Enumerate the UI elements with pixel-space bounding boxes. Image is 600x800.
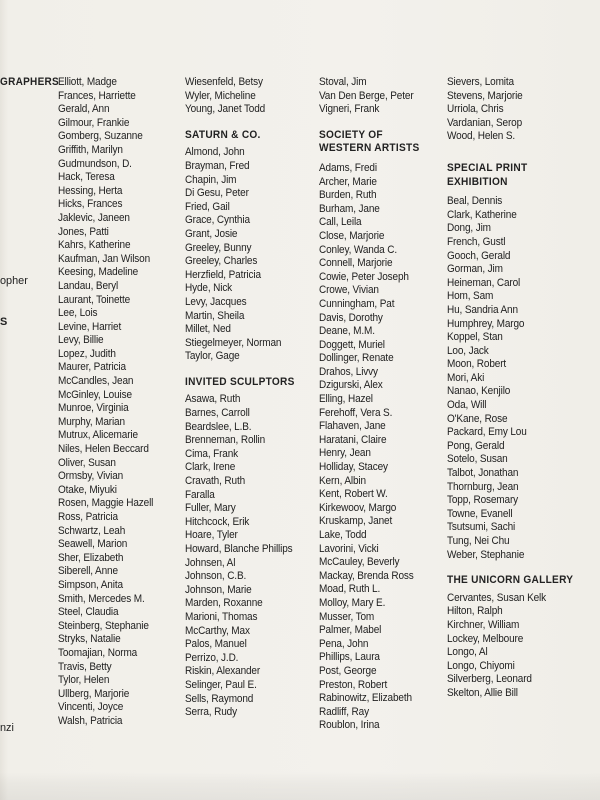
- name-entry: Gudmundson, D.: [58, 157, 132, 170]
- name-entry: Stryks, Natalie: [58, 633, 121, 646]
- name-entry: McGinley, Louise: [58, 388, 132, 401]
- name-entry: Moad, Ruth L.: [319, 583, 381, 596]
- name-entry: Frances, Harriette: [58, 89, 136, 102]
- name-entry: Mutrux, Alicemarie: [58, 429, 138, 442]
- name-entry: Hessing, Herta: [58, 184, 123, 197]
- name-entry: Taylor, Gage: [185, 350, 240, 363]
- name-entry: Dong, Jim: [447, 222, 491, 235]
- name-entry: Doggett, Muriel: [319, 338, 385, 351]
- section-heading: THE UNICORN GALLERY: [447, 574, 574, 587]
- name-entry: Hitchcock, Erik: [185, 515, 250, 528]
- name-entry: Gomberg, Suzanne: [58, 130, 143, 143]
- name-entry: Kern, Albin: [319, 474, 366, 487]
- name-entry: Simpson, Anita: [58, 578, 123, 591]
- name-entry: Burden, Ruth: [319, 189, 377, 202]
- name-entry: Towne, Evanell: [447, 507, 513, 520]
- name-entry: Kaufman, Jan Wilson: [58, 252, 151, 265]
- name-entry: Hu, Sandria Ann: [447, 303, 518, 316]
- name-entry: Travis, Betty: [58, 660, 112, 673]
- name-entry: Clark, Irene: [185, 461, 236, 474]
- name-entry: Kent, Robert W.: [319, 488, 388, 501]
- partial-fragment: nzi: [0, 722, 14, 734]
- name-entry: Kirchner, William: [447, 618, 520, 631]
- name-entry: Almond, John: [185, 146, 245, 159]
- name-entry: Beal, Dennis: [447, 195, 503, 208]
- name-entry: Roublon, Irina: [319, 719, 380, 732]
- name-entry: Ullberg, Marjorie: [58, 687, 130, 700]
- name-entry: Lockey, Melboure: [447, 632, 524, 645]
- name-entry: Kahrs, Katherine: [58, 239, 131, 252]
- name-entry: Smith, Mercedes M.: [58, 592, 145, 605]
- section-heading: SPECIAL PRINT: [447, 161, 528, 174]
- name-entry: Siberell, Anne: [58, 565, 118, 578]
- name-entry: Greeley, Bunny: [185, 241, 252, 254]
- name-entry: Clark, Katherine: [447, 208, 517, 221]
- name-entry: Herzfield, Patricia: [185, 268, 261, 281]
- name-entry: Gerald, Ann: [58, 103, 110, 116]
- section-heading: WESTERN ARTISTS: [319, 142, 420, 155]
- name-entry: Landau, Beryl: [58, 279, 119, 292]
- name-entry: Cravath, Ruth: [185, 475, 246, 488]
- name-entry: Brayman, Fred: [185, 159, 250, 172]
- name-entry: Musser, Tom: [319, 610, 375, 623]
- name-entry: Di Gesu, Peter: [185, 187, 249, 200]
- name-entry: Connell, Marjorie: [319, 257, 393, 270]
- name-entry: Munroe, Virginia: [58, 402, 129, 415]
- name-entry: Radliff, Ray: [319, 705, 369, 718]
- name-entry: Molloy, Mary E.: [319, 596, 386, 609]
- name-entry: Longo, Al: [447, 646, 488, 659]
- name-entry: Faralla: [185, 488, 215, 501]
- name-entry: Steinberg, Stephanie: [58, 619, 149, 632]
- name-entry: Hilton, Ralph: [447, 605, 503, 618]
- name-entry: Murphy, Marian: [58, 415, 125, 428]
- name-entry: Sher, Elizabeth: [58, 551, 124, 564]
- name-entry: Wyler, Micheline: [185, 89, 256, 102]
- name-entry: Sells, Raymond: [185, 692, 254, 705]
- name-entry: Longo, Chiyomi: [447, 659, 515, 672]
- name-entry: Cunningham, Pat: [319, 297, 395, 310]
- name-entry: Mori, Aki: [447, 371, 485, 384]
- name-entry: Greeley, Charles: [185, 255, 258, 268]
- name-entry: Jones, Patti: [58, 225, 109, 238]
- name-entry: Moon, Robert: [447, 358, 507, 371]
- section-heading: INVITED SCULPTORS: [185, 375, 295, 388]
- name-entry: Call, Leila: [319, 216, 362, 229]
- name-entry: Ormsby, Vivian: [58, 470, 124, 483]
- name-entry: Cima, Frank: [185, 447, 239, 460]
- name-entry: Hack, Teresa: [58, 171, 115, 184]
- name-entry: Lavorini, Vicki: [319, 542, 379, 555]
- name-entry: O'Kane, Rose: [447, 412, 508, 425]
- name-entry: Elling, Hazel: [319, 393, 373, 406]
- name-entry: McCarthy, Max: [185, 624, 250, 637]
- name-entry: Thornburg, Jean: [447, 480, 519, 493]
- name-entry: Rabinowitz, Elizabeth: [319, 692, 412, 705]
- name-entry: Conley, Wanda C.: [319, 243, 397, 256]
- name-entry: Howard, Blanche Phillips: [185, 543, 293, 555]
- name-entry: Loo, Jack: [447, 344, 489, 357]
- name-entry: Young, Janet Todd: [185, 103, 266, 116]
- name-entry: Jaklevic, Janeen: [58, 211, 130, 224]
- name-entry: McCauley, Beverly: [319, 556, 400, 569]
- name-entry: Marden, Roxanne: [185, 597, 263, 610]
- name-entry: Adams, Fredi: [319, 161, 377, 174]
- name-entry: Fried, Gail: [185, 200, 230, 213]
- name-entry: Van Den Berge, Peter: [319, 89, 414, 102]
- section-heading: SOCIETY OF: [319, 128, 383, 141]
- name-entry: Kirkewoov, Margo: [319, 501, 397, 514]
- name-entry: McCandles, Jean: [58, 375, 134, 388]
- name-entry: Cowie, Peter Joseph: [319, 270, 409, 283]
- name-entry: Koppel, Stan: [447, 331, 503, 344]
- name-entry: Laurant, Toinette: [58, 293, 131, 306]
- column-3: [319, 76, 439, 733]
- name-entry: Riskin, Alexander: [185, 665, 261, 678]
- name-entry: Wiesenfeld, Betsy: [185, 76, 263, 88]
- name-entry: Dzigurski, Alex: [319, 379, 383, 392]
- name-entry: Grant, Josie: [185, 227, 238, 240]
- name-entry: Packard, Emy Lou: [447, 426, 527, 439]
- name-entry: Selinger, Paul E.: [185, 678, 257, 691]
- name-entry: Phillips, Laura: [319, 651, 380, 664]
- name-entry: Palmer, Mabel: [319, 624, 382, 637]
- name-entry: Brenneman, Rollin: [185, 434, 266, 447]
- name-entry: Griffith, Marilyn: [58, 143, 123, 156]
- name-entry: Ferehoff, Vera S.: [319, 406, 393, 419]
- name-entry: Weber, Stephanie: [447, 548, 525, 561]
- name-entry: Close, Marjorie: [319, 229, 385, 242]
- name-entry: Johnson, C.B.: [185, 570, 247, 583]
- name-entry: Millet, Ned: [185, 323, 231, 336]
- name-entry: Sotelo, Susan: [447, 453, 508, 466]
- name-entry: Asawa, Ruth: [185, 393, 241, 406]
- name-entry: Urriola, Chris: [447, 103, 504, 116]
- name-entry: Deane, M.M.: [319, 325, 375, 338]
- column-1: [58, 76, 178, 729]
- page-fold-shadow: [0, 772, 600, 800]
- name-entry: Flahaven, Jane: [319, 420, 386, 433]
- name-entry: Kruskamp, Janet: [319, 515, 393, 528]
- name-entry: Heineman, Carol: [447, 276, 521, 289]
- partial-fragment: S: [0, 316, 8, 328]
- name-entry: Fuller, Mary: [185, 502, 236, 515]
- name-entry: Hoare, Tyler: [185, 529, 238, 542]
- name-entry: Holliday, Stacey: [319, 461, 388, 474]
- name-entry: Pong, Gerald: [447, 439, 505, 452]
- name-entry: Gooch, Gerald: [447, 249, 511, 262]
- name-entry: Schwartz, Leah: [58, 524, 126, 537]
- name-entry: Nanao, Kenjilo: [447, 385, 511, 398]
- name-entry: Johnsen, Al: [185, 556, 236, 569]
- name-entry: Tylor, Helen: [58, 674, 110, 687]
- name-entry: Levine, Harriet: [58, 320, 122, 333]
- column-2: [185, 76, 305, 720]
- name-entry: Lee, Lois: [58, 307, 98, 320]
- name-entry: Serra, Rudy: [185, 706, 237, 719]
- name-entry: Vincenti, Joyce: [58, 701, 124, 714]
- name-entry: Stiegelmeyer, Norman: [185, 336, 282, 349]
- name-entry: Tung, Nei Chu: [447, 535, 510, 547]
- name-entry: Davis, Dorothy: [319, 311, 383, 324]
- name-entry: Toomajian, Norma: [58, 646, 138, 659]
- name-entry: Vigneri, Frank: [319, 103, 380, 116]
- name-entry: Hom, Sam: [447, 290, 494, 303]
- name-entry: Levy, Jacques: [185, 295, 247, 308]
- name-entry: Otake, Miyuki: [58, 483, 117, 496]
- name-entry: Barnes, Carroll: [185, 407, 250, 420]
- section-heading: SATURN & CO.: [185, 128, 261, 141]
- name-entry: Haratani, Claire: [319, 433, 387, 446]
- name-entry: Humphrey, Margo: [447, 317, 525, 330]
- name-entry: Drahos, Livvy: [319, 365, 378, 378]
- name-entry: Hyde, Nick: [185, 282, 233, 295]
- name-entry: Topp, Rosemary: [447, 494, 519, 507]
- name-entry: Tsutsumi, Sachi: [447, 521, 516, 534]
- name-entry: Preston, Robert: [319, 678, 388, 691]
- name-entry: Johnson, Marie: [185, 583, 252, 596]
- name-entry: Marioni, Thomas: [185, 610, 258, 623]
- name-entry: Skelton, Allie Bill: [447, 686, 518, 699]
- section-heading: EXHIBITION: [447, 175, 508, 188]
- partial-heading-graphers: GRAPHERS: [0, 76, 59, 88]
- name-entry: Levy, Billie: [58, 334, 104, 347]
- name-entry: Mackay, Brenda Ross: [319, 569, 414, 582]
- name-entry: Archer, Marie: [319, 175, 377, 188]
- name-entry: Stoval, Jim: [319, 76, 367, 88]
- name-entry: Perrizo, J.D.: [185, 651, 239, 664]
- name-entry: Oda, Will: [447, 399, 487, 412]
- name-entry: Hicks, Frances: [58, 198, 123, 211]
- name-entry: Elliott, Madge: [58, 76, 117, 88]
- name-entry: Gorman, Jim: [447, 263, 503, 276]
- name-entry: Vardanian, Serop: [447, 116, 523, 129]
- name-entry: Beardslee, L.B.: [185, 420, 252, 433]
- name-entry: Dollinger, Renate: [319, 352, 394, 365]
- name-entry: Cervantes, Susan Kelk: [447, 591, 547, 604]
- name-entry: Steel, Claudia: [58, 606, 119, 619]
- name-entry: French, Gustl: [447, 235, 506, 248]
- name-entry: Crowe, Vivian: [319, 284, 379, 297]
- name-entry: Burham, Jane: [319, 202, 380, 215]
- column-4: [447, 76, 574, 701]
- name-entry: Walsh, Patricia: [58, 714, 123, 727]
- name-entry: Gilmour, Frankie: [58, 116, 130, 129]
- name-entry: Henry, Jean: [319, 447, 371, 460]
- name-entry: Martin, Sheila: [185, 309, 245, 322]
- name-entry: Silverberg, Leonard: [447, 673, 532, 686]
- name-entry: Lake, Todd: [319, 529, 367, 541]
- name-entry: Niles, Helen Beccard: [58, 443, 149, 456]
- name-entry: Chapin, Jim: [185, 173, 237, 186]
- name-entry: Ross, Patricia: [58, 511, 118, 523]
- name-entry: Keesing, Madeline: [58, 266, 139, 279]
- name-entry: Palos, Manuel: [185, 638, 247, 651]
- name-entry: Pena, John: [319, 637, 369, 650]
- name-entry: Talbot, Jonathan: [447, 467, 519, 480]
- name-entry: Stevens, Marjorie: [447, 89, 523, 102]
- name-entry: Seawell, Marion: [58, 538, 128, 551]
- name-entry: Oliver, Susan: [58, 456, 116, 469]
- name-entry: Sievers, Lomita: [447, 76, 514, 88]
- name-entry: Wood, Helen S.: [447, 130, 516, 143]
- name-entry: Rosen, Maggie Hazell: [58, 497, 154, 510]
- partial-fragment: opher: [0, 275, 28, 287]
- name-entry: Post, George: [319, 664, 377, 677]
- name-entry: Maurer, Patricia: [58, 361, 126, 374]
- name-entry: Lopez, Judith: [58, 347, 116, 360]
- name-entry: Grace, Cynthia: [185, 214, 250, 227]
